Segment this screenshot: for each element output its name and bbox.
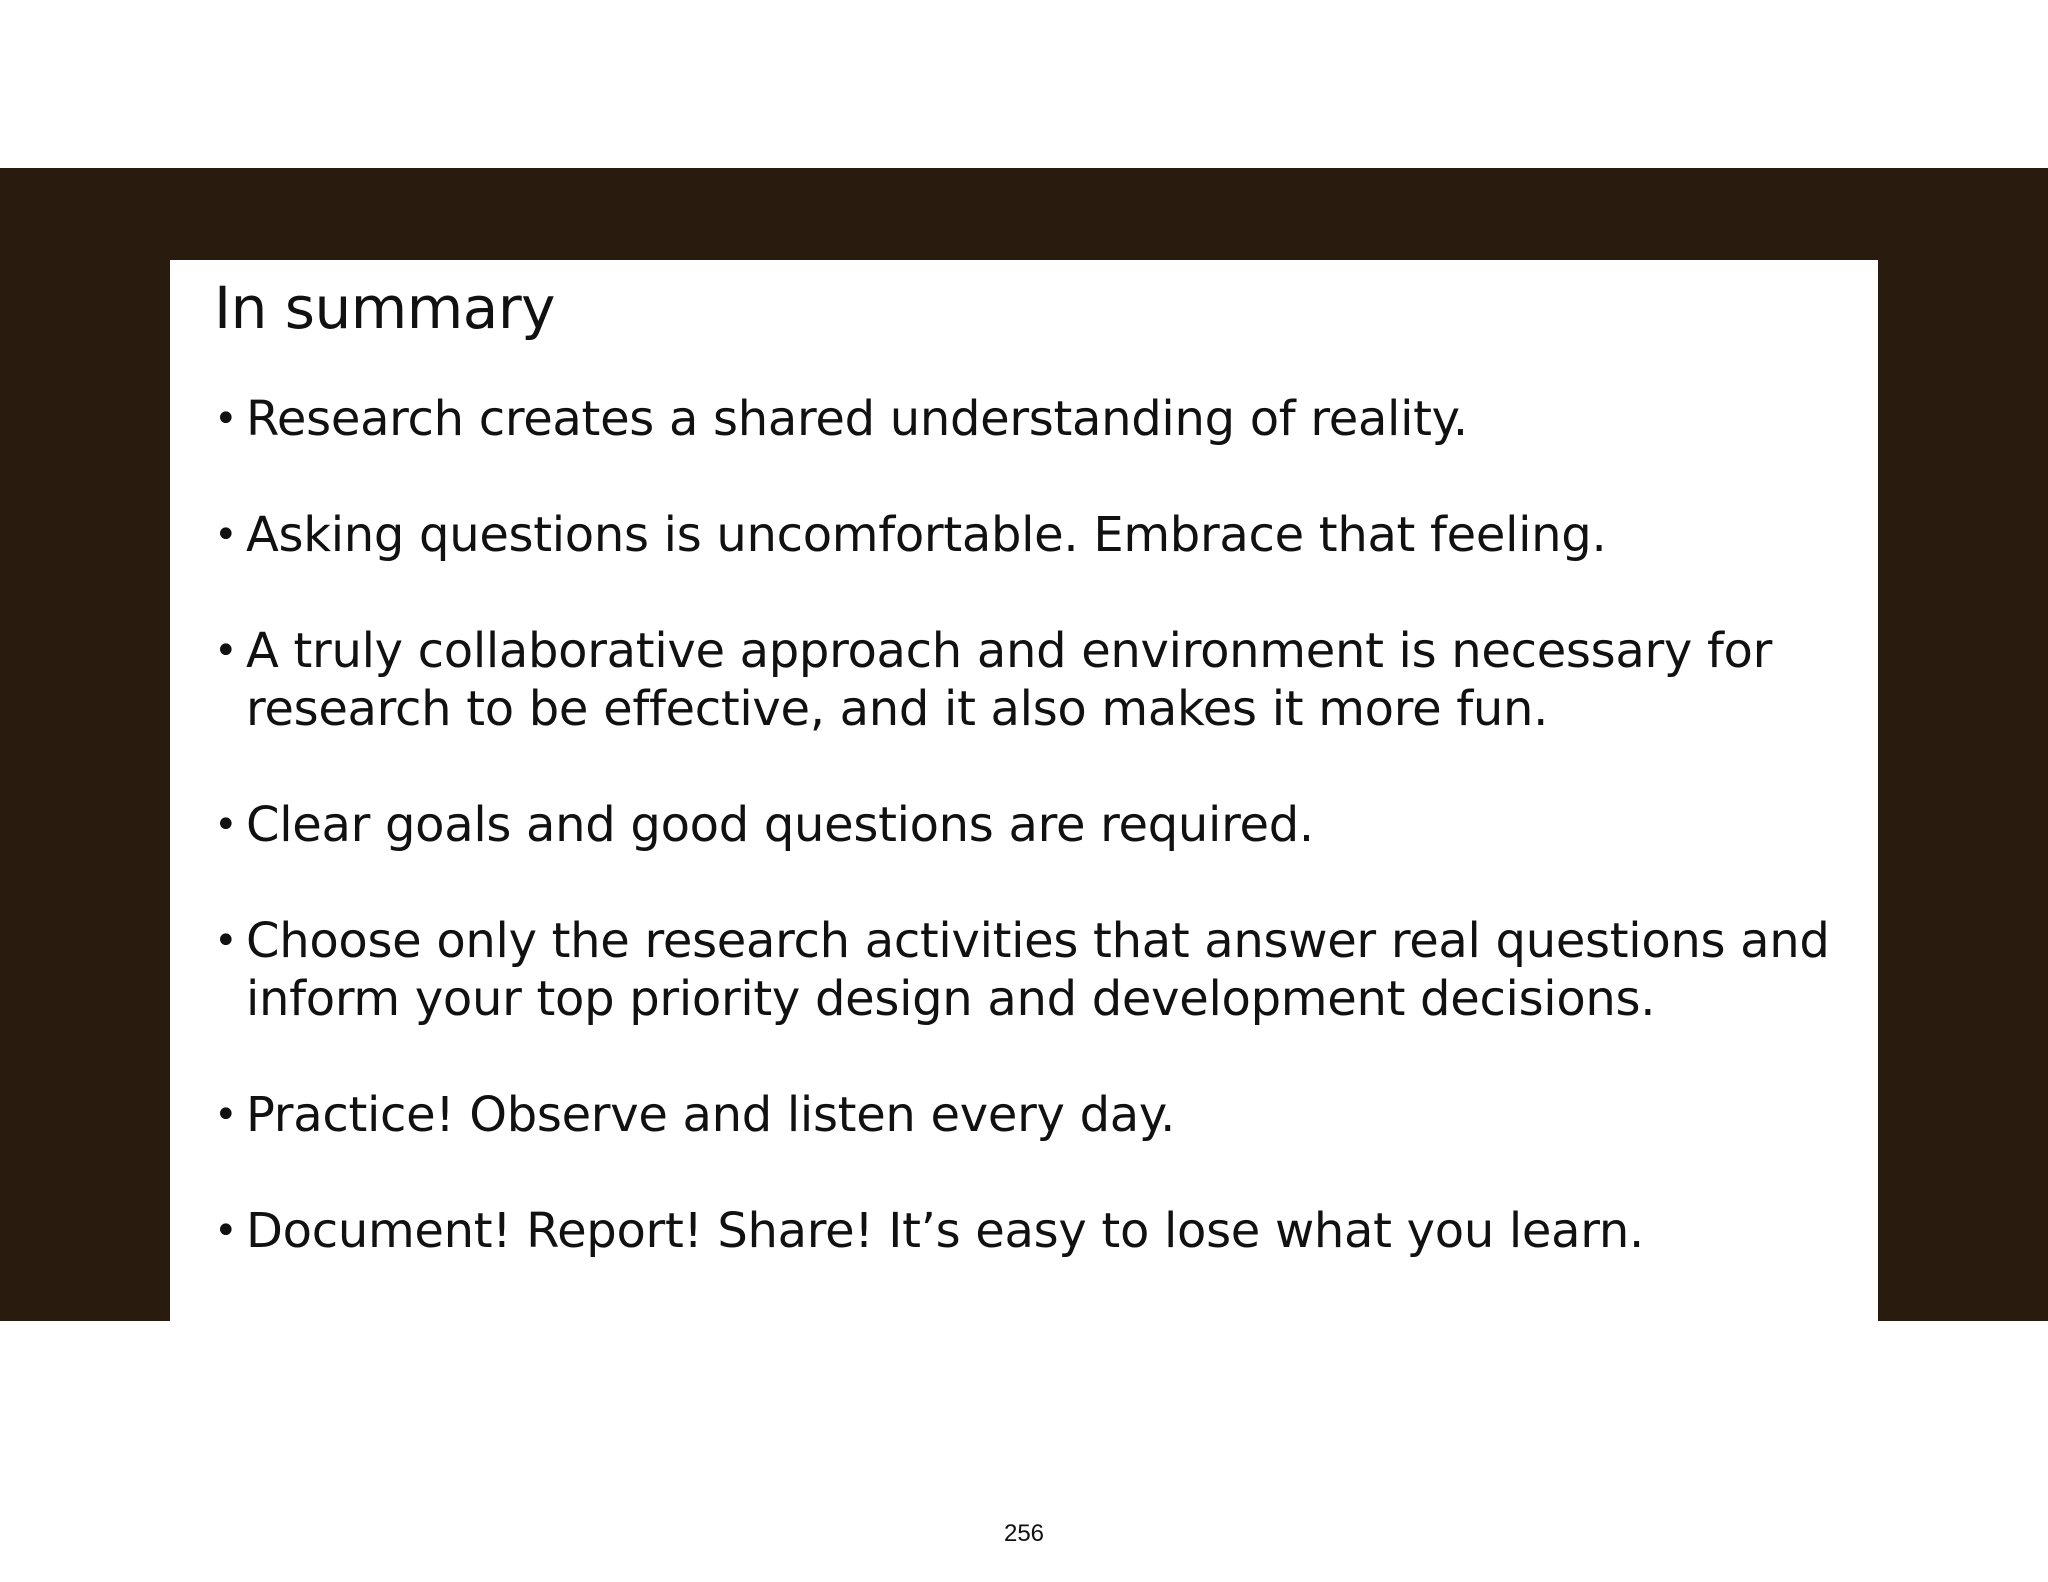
bullet-text: Clear goals and good questions are required. (246, 797, 1314, 853)
bullet-dot-icon: • (214, 1092, 238, 1138)
bullet-item (214, 1202, 1854, 1260)
bullet-item (214, 390, 1854, 448)
bullet-dot-icon: • (214, 802, 238, 848)
bullet-text: Document! Report! Share! It’s easy to lose what you learn. (246, 1203, 1644, 1259)
bullet-list (214, 390, 1854, 1318)
bullet-text: Research creates a shared understanding of reality. (246, 391, 1468, 447)
bullet-text: A truly collaborative approach and environment is necessary for research to be effective, and it also makes it more fun. (246, 623, 1773, 737)
bullet-item (214, 1086, 1854, 1144)
bullet-item (214, 912, 1854, 1028)
bullet-item (214, 796, 1854, 854)
bullet-dot-icon: • (214, 918, 238, 964)
bullet-text: Asking questions is uncomfortable. Embrace that feeling. (246, 507, 1607, 563)
bullet-text: Choose only the research activities that answer real questions and inform your top priority design and development decisions. (246, 913, 1830, 1027)
slide-card (170, 260, 1878, 1321)
bullet-item (214, 622, 1854, 738)
bullet-text: Practice! Observe and listen every day. (246, 1087, 1176, 1143)
bullet-dot-icon: • (214, 512, 238, 558)
bullet-dot-icon: • (214, 1208, 238, 1254)
bullet-dot-icon: • (214, 396, 238, 442)
bullet-dot-icon: • (214, 628, 238, 674)
slide-title: In summary (214, 274, 555, 342)
bullet-item (214, 506, 1854, 564)
page-number: 256 (1003, 1520, 1045, 1547)
